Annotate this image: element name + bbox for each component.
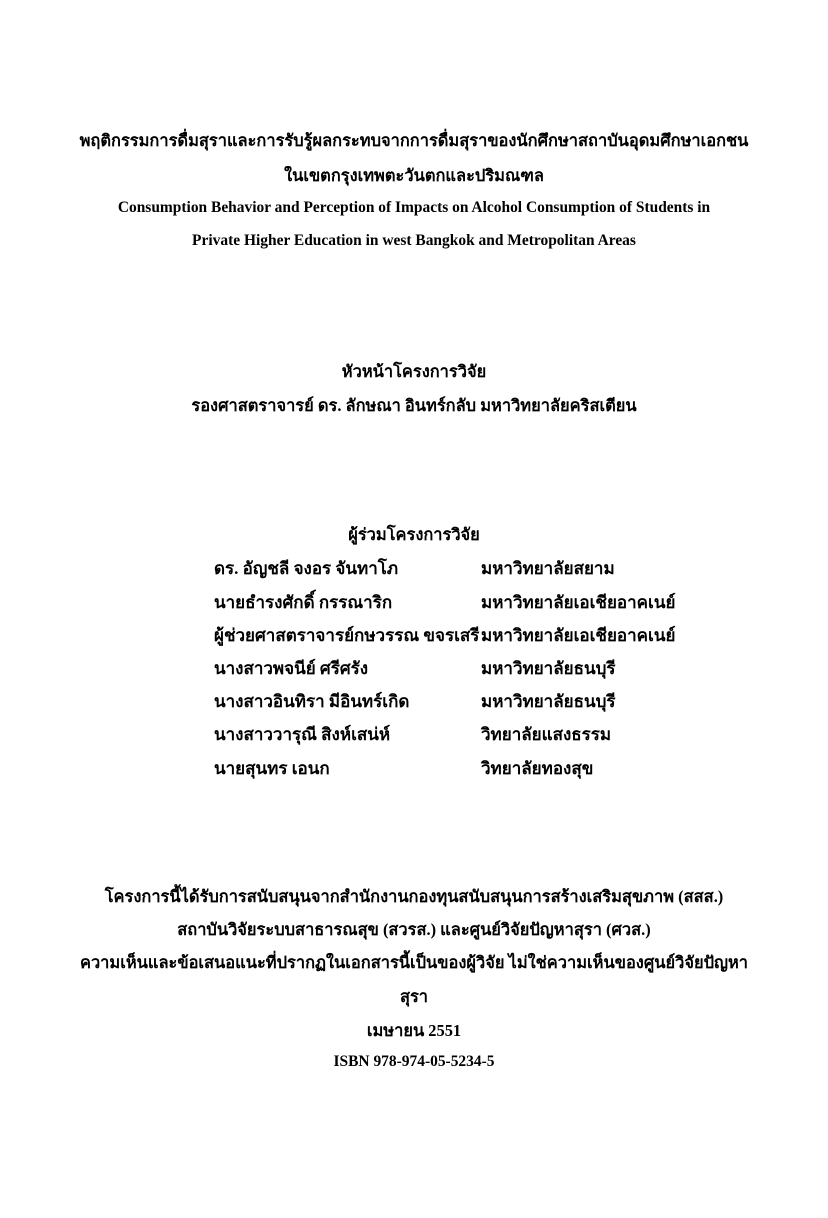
member-affiliation: มหาวิทยาลัยเอเชียอาคเนย์ [481,626,676,645]
member-name: นางสาวพจนีย์ ศรีศรัง [214,659,369,678]
isbn: ISBN 978-974-05-5234-5 [333,1053,495,1070]
member-name: นางสาววารุณี สิงห์เสน่ห์ [214,725,391,744]
thai-title-line-2: ในเขตกรุงเทพตะวันตกและปริมณฑล [284,166,544,185]
member-name: นายสุนทร เอนก [214,759,330,778]
support-statement-line-1: โครงการนี้ได้รับการสนับสนุนจากสำนักงานกองทุนสนับสนุนการสร้างเสริมสุขภาพ (สสส.) [104,887,724,906]
english-title-line-2: Private Higher Education in west Bangkok and Metropolitan Areas [192,232,636,249]
head-researcher-heading: หัวหน้าโครงการวิจัย [341,362,487,381]
member-affiliation: วิทยาลัยแสงธรรม [481,725,612,744]
support-statement-line-2: สถาบันวิจัยระบบสาธารณสุข (สวรส.) และศูนย์วิจัยปัญหาสุรา (ศวส.) [177,920,651,939]
member-affiliation: มหาวิทยาลัยธนบุรี [481,692,616,711]
head-researcher: รองศาสตราจารย์ ดร. ลักษณา อินทร์กลับ มหาวิทยาลัยคริสเตียน [191,396,637,415]
member-affiliation: มหาวิทยาลัยธนบุรี [481,659,616,678]
member-affiliation: มหาวิทยาลัยสยาม [481,559,615,578]
co-researchers-heading: ผู้ร่วมโครงการวิจัย [348,525,480,544]
thai-title-line-1: พฤติกรรมการดื่มสุราและการรับรู้ผลกระทบจากการดื่มสุราของนักศึกษาสถาบันอุดมศึกษาเอกชน [79,131,749,150]
member-affiliation: วิทยาลัยทองสุข [481,759,594,778]
disclaimer-line-2: สุรา [399,987,429,1006]
member-name: ดร. อัญชลี จงอร จันทาโภ [214,559,399,578]
member-name: นายธำรงศักดิ์ กรรณาริก [214,593,393,612]
disclaimer-line-1: ความเห็นและข้อเสนอแนะที่ปรากฏในเอกสารนี้เป็นของผู้วิจัย ไม่ใช่ความเห็นของศูนย์วิจัยปัญหา [79,953,749,972]
member-name: ผู้ช่วยศาสตราจารย์กษวรรณ ขจรเสรี [214,626,480,645]
publication-date: เมษายน 2551 [366,1021,462,1040]
english-title-line-1: Consumption Behavior and Perception of Impacts on Alcohol Consumption of Students in [117,199,711,216]
member-name: นางสาวอินทิรา มีอินทร์เกิด [214,692,410,711]
member-affiliation: มหาวิทยาลัยเอเชียอาคเนย์ [481,593,676,612]
